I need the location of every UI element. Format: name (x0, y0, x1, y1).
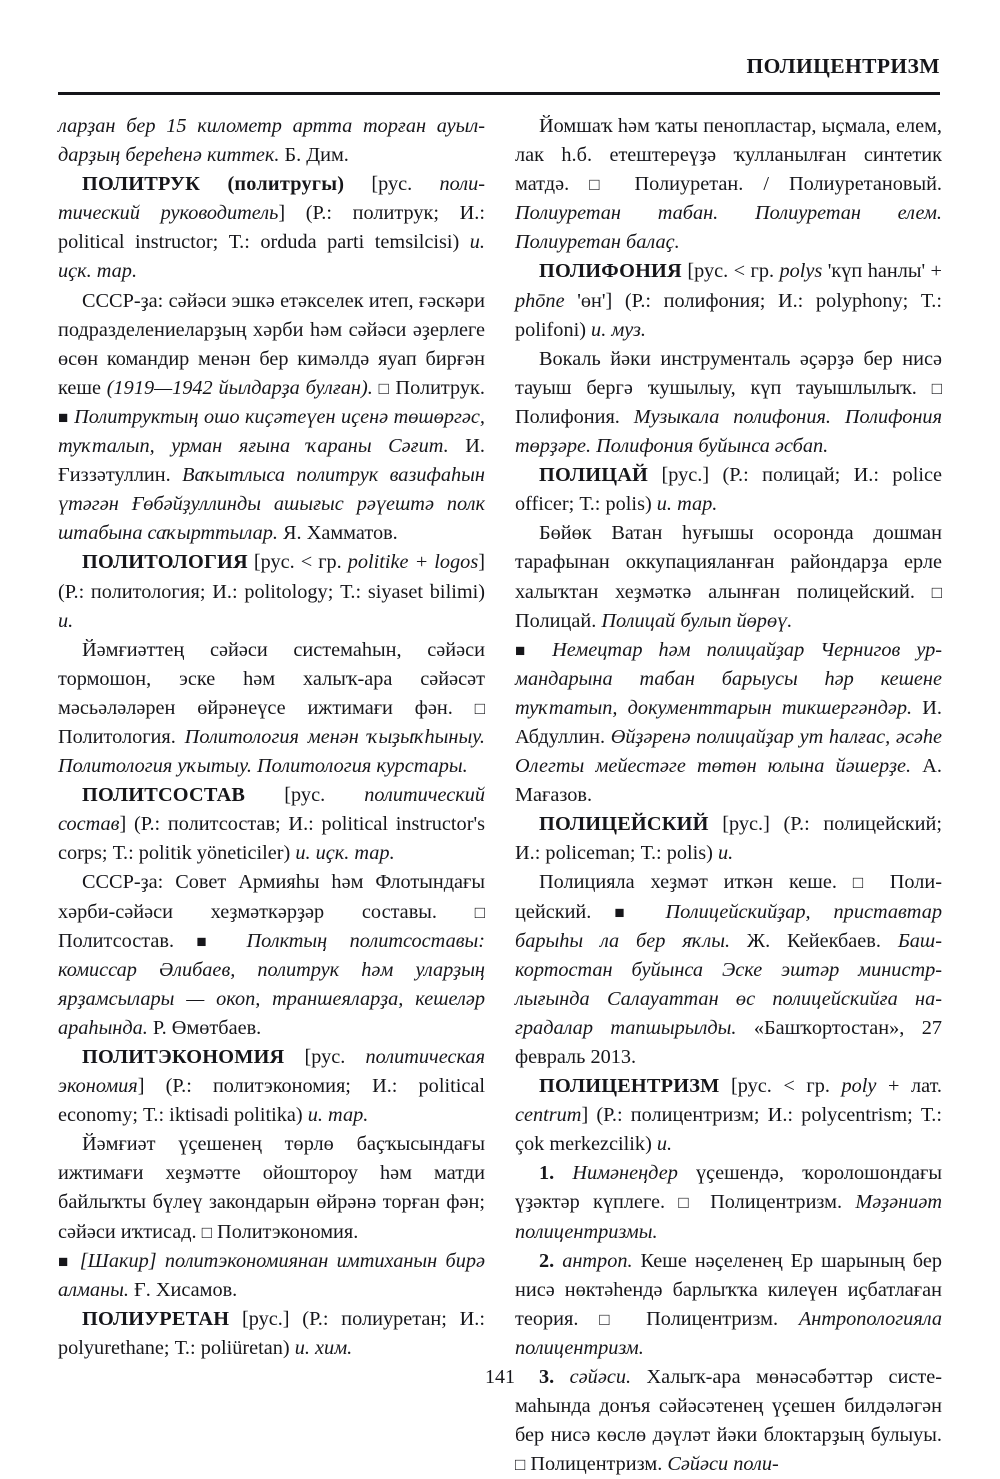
entry-politruk: ПОЛИТРУК (политругы) [рус. политический руководитель] (Р.: политрук; И.: political instructor; Т.: orduda parti temsilcisi) и. иҫк. тар. (58, 173, 485, 283)
entry-politsentrizm-sense-1: 1. Нимәнеңдер үҫешендә, ҡоролошондағы үҙәктәр күплеге. □ Полицентризм. Мәҙәниәт полицентризмы. (515, 1159, 942, 1246)
open-box-marker-icon (932, 583, 942, 602)
page-number: 141 (485, 1366, 515, 1388)
column-left (58, 112, 485, 1359)
entry-politseyskiy-definition: Полицияла хеҙмәт иткән кеше. □ Полицейский. ■ Полицейскийҙар, приставтар барыһы ла бер яҡлы. Ж. Кейекбаев. Башкортостан буйынса Эске эштәр министрлығында Салауаттан өс полицейскийға наградалар тапшырылды. «Башҡортостан», 27 февраль 2013. (515, 868, 942, 1072)
filled-box-marker-icon (196, 932, 224, 951)
open-box-marker-icon (202, 1223, 212, 1242)
entry-politekonomiya-definition: Йәмғиәт үҫешенең төрлө баҫҡысындағы ижтимағи хеҙмәтте ойоштороу һәм матди байлыҡты бүлеү закондарын өйрәнә торған фән; сәйәси иҡтисад. □ Политэкономия. (58, 1130, 485, 1246)
entry-poliuretan-definition: Йомшаҡ һәм ҡаты пенопластар, ыҫмала, елем, лак һ.б. етештереүҙә ҡулланылған синтетик матдә. □ Полиуретан. / Полиуретановый. Полиуретан табан. Полиуретан елем. Полиуретан балаҫ. (515, 112, 942, 257)
entry-poliuretan: ПОЛИУРЕТАН [рус.] (Р.: полиуретан; И.: polyurethane; Т.: poliüretan) и. хим. (58, 1307, 485, 1359)
entry-politsostav-definition: СССР-ҙа: Совет Армияһы һәм Флотындағы хәрби-сәйәси хеҙмәткәрҙәр составы. □ Политсостав. ■ Полктың политсоставы: комиссар Әлибаев, политрук һәм уларҙың ярҙамсылары — окоп, траншеяларҙа, кешеләр араһында. Р. Өмөтбаев. (58, 868, 485, 1043)
open-box-marker-icon (515, 1455, 525, 1474)
entry-polifoniya: ПОЛИФОНИЯ [рус. < гр. polys 'күп һанлы' + phōne 'өн'] (Р.: полифония; И.: polyphony; Т.: polifoni) и. муз. (515, 260, 942, 341)
filled-box-marker-icon (58, 1252, 71, 1271)
entry-politsostav: ПОЛИТСОСТАВ [рус. политический состав] (Р.: политсостав; И.: political instructor's corps; Т.: politik yöneticiler) и. иҫк. тар. (58, 784, 485, 865)
entry-polifoniya-definition: Вокаль йәки инструменталь әҫәрҙә бер нисә тауыш бергә ҡушылыу, күп тауышлылыҡ. □ Полифония. Музыкала полифония. Полифония төрҙәре. Полифония буйынса әсбап. (515, 345, 942, 461)
entry-politsentrizm-sense-2: 2. антроп. Кеше нәҫеленең Ер шарының бер нисә нөктәһендә барлыҡҡа килеүен иҫбатлаған теория. □ Полицентризм. Антропологияла полицентризм. (515, 1247, 942, 1363)
entry-politsay-definition: Бөйөк Ватан һуғышы осоронда дошман тарафынан оккупацияланған райондарҙа ерле халыҡтан хеҙмәткә алынған полицейский. □ Полицай. Полицай булып йөрөү. (515, 519, 942, 635)
open-box-marker-icon (475, 903, 485, 922)
entry-politseyskiy: ПОЛИЦЕЙСКИЙ [рус.] (Р.: полицейский; И.: policeman; Т.: polis) и. (515, 813, 942, 865)
open-box-marker-icon (589, 175, 614, 194)
entry-politsentrizm-sense-3: 3. сәйәси. Халыҡ-ара мөнәсәбәттәр системаһында донъя сәйәсәтенең үҫешен билдәләгән бер нисә көслө дәүләт йәки блоктарҙың булыуы. □ Полицентризм. Сәйәси поли- (515, 1363, 942, 1479)
entry-politologiya-definition: Йәмғиәттең сәйәси системаһын, сәйәси тормошон, эске һәм халыҡ-ара сәйәсәт мәсьәләләрен өйрәнеүсе ижтимағи фән. □ Политология. Политология менән ҡыҙыҡһыныу. Политология уҡытыу. Политология курстары. (58, 636, 485, 781)
entry-politruk-definition: СССР-ҙа: сәйәси эшкә етәкселек итеп, ғәскәри подразделениеларҙың хәрби һәм сәйәси әҙерлеге өсөн командир менән бер кимәлдә яуап бирғән кеше (1919—1942 йылдарҙа булған). □ Политрук. ■ Политруктың ошо киҫәтеүен иҫенә төшөргәс, туҡталып, урман яғына ҡараны Сәғит. И. Ғиззәтуллин. Ваҡытлыса политрук вазифаһын үтәгән Ғөбәйҙуллинды ашығыс рәүештә полк штабына саҡырттылар. Я. Хамматов. (58, 287, 485, 549)
column-right (515, 112, 943, 1476)
entry-politekonomiya: ПОЛИТЭКОНОМИЯ [рус. политическая экономия] (Р.: политэкономия; И.: political economy; Т.: iktisadi politika) и. тар. (58, 1046, 485, 1127)
open-box-marker-icon (379, 379, 390, 398)
entry-carryover-citation: ларҙан бер 15 километр артта торған ауылдарҙың береһенә киттек. Б. Дим. (58, 115, 485, 167)
entry-politekonomiya-citation: ■ [Шакир] политэкономиянан имтиханын бирә алманы. Ғ. Хисамов. (58, 1247, 485, 1305)
entry-politsay-citation: ■ Немецтар һәм полицайҙар Чернигов урмандарына табан барыусы һәр кешене туҡтатып, документтарын тикшергәндәр. И. Абдуллин. Өйҙәренә полицайҙар ут һалғас, әсәһе Олегты мейестәге төтөн юлына йәшерҙе. А. Мағазов. (515, 636, 942, 811)
open-box-marker-icon (932, 379, 942, 398)
open-box-marker-icon (678, 1193, 696, 1212)
entry-politologiya: ПОЛИТОЛОГИЯ [рус. < гр. politike + logos] (Р.: политология; И.: politology; Т.: siyaset bilimi) и. (58, 551, 485, 632)
entry-politsay: ПОЛИЦАЙ [рус.] (Р.: полицай; И.: police officer; Т.: polis) и. тар. (515, 464, 942, 516)
running-head: ПОЛИЦЕНТРИЗМ (746, 54, 940, 78)
filled-box-marker-icon (614, 903, 642, 922)
open-box-marker-icon (599, 1310, 625, 1329)
filled-box-marker-icon (515, 641, 536, 660)
entry-politsentrizm: ПОЛИЦЕНТРИЗМ [рус. < гр. poly + лат. centrum] (Р.: полицентризм; И.: polycentrism; Т.: çok merkezcilik) и. (515, 1075, 942, 1156)
open-box-marker-icon (853, 873, 874, 892)
header-rule (58, 92, 940, 95)
open-box-marker-icon (475, 699, 485, 718)
filled-box-marker-icon (58, 408, 69, 427)
